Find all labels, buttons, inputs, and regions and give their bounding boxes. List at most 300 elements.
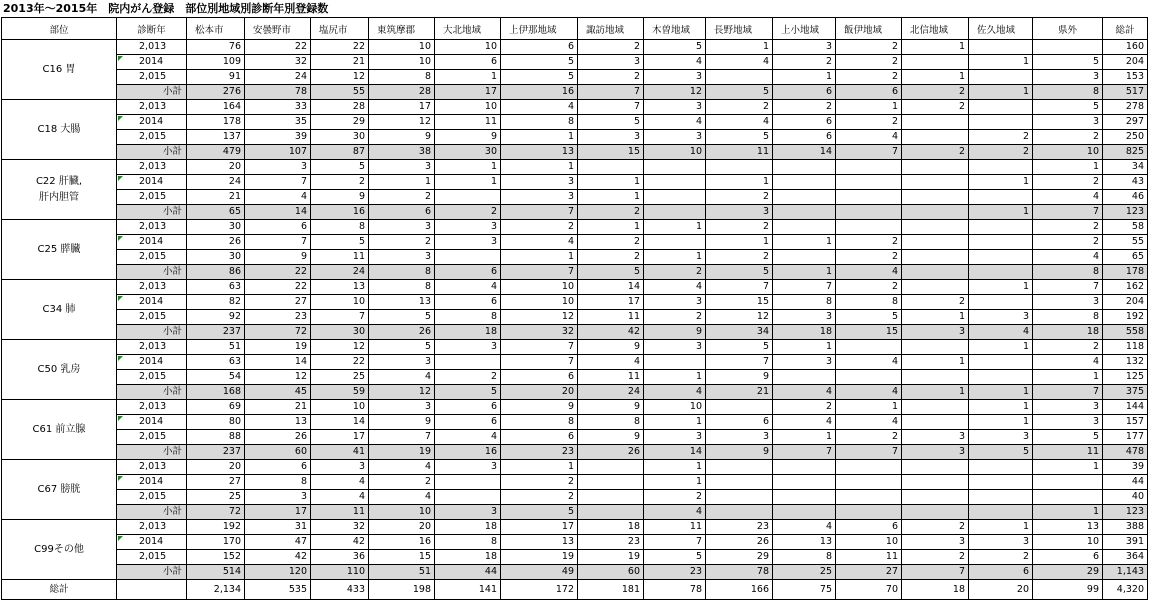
count-cell: 2 — [902, 85, 969, 100]
count-cell — [578, 460, 644, 475]
count-cell: 1 — [969, 385, 1033, 400]
year-cell: 2,013 — [117, 280, 187, 295]
count-cell: 5 — [706, 340, 773, 355]
count-cell: 3 — [578, 130, 644, 145]
table-row — [2, 475, 1148, 490]
count-cell: 4 — [969, 325, 1033, 340]
count-cell: 13 — [501, 145, 578, 160]
count-cell: 1 — [501, 460, 578, 475]
table-row — [2, 310, 1148, 325]
count-cell: 42 — [311, 535, 369, 550]
count-cell — [836, 220, 902, 235]
count-cell — [706, 475, 773, 490]
count-cell: 12 — [311, 70, 369, 85]
count-cell: 6 — [836, 85, 902, 100]
count-cell — [902, 400, 969, 415]
count-cell: 153 — [1103, 70, 1148, 85]
count-cell: 26 — [578, 445, 644, 460]
count-cell: 120 — [245, 565, 311, 580]
count-cell: 9 — [311, 190, 369, 205]
count-cell: 82 — [187, 295, 245, 310]
count-cell: 4 — [836, 415, 902, 430]
count-cell: 1 — [902, 355, 969, 370]
count-cell: 825 — [1103, 145, 1148, 160]
count-cell: 45 — [245, 385, 311, 400]
count-cell: 2 — [435, 205, 501, 220]
count-cell: 86 — [187, 265, 245, 280]
count-cell: 6 — [501, 40, 578, 55]
count-cell: 6 — [969, 565, 1033, 580]
count-cell: 4 — [435, 280, 501, 295]
count-cell: 1 — [706, 175, 773, 190]
count-cell: 1 — [644, 475, 706, 490]
count-cell: 7 — [501, 355, 578, 370]
count-cell — [435, 355, 501, 370]
count-cell — [969, 100, 1033, 115]
count-cell: 2 — [578, 235, 644, 250]
count-cell — [969, 475, 1033, 490]
year-cell: 2,013 — [117, 400, 187, 415]
count-cell: 479 — [187, 145, 245, 160]
count-cell: 1 — [836, 100, 902, 115]
count-cell: 4 — [1033, 190, 1103, 205]
count-cell: 11 — [578, 310, 644, 325]
count-cell: 6 — [435, 415, 501, 430]
count-cell: 49 — [501, 565, 578, 580]
count-cell: 5 — [578, 115, 644, 130]
count-cell — [435, 250, 501, 265]
count-cell — [969, 190, 1033, 205]
count-cell: 1 — [369, 175, 435, 190]
grand-total-cell: 78 — [644, 580, 706, 600]
column-header: 松本市 — [187, 18, 245, 40]
count-cell — [902, 415, 969, 430]
count-cell: 11 — [836, 550, 902, 565]
column-header: 長野地域 — [706, 18, 773, 40]
count-cell: 1 — [706, 40, 773, 55]
count-cell: 22 — [245, 265, 311, 280]
subtotal-label: 小計 — [117, 145, 187, 160]
count-cell: 41 — [311, 445, 369, 460]
count-cell: 12 — [644, 85, 706, 100]
count-cell: 10 — [501, 280, 578, 295]
count-cell: 3 — [435, 235, 501, 250]
count-cell: 39 — [1103, 460, 1148, 475]
year-cell: 2,015 — [117, 310, 187, 325]
count-cell: 26 — [706, 535, 773, 550]
count-cell: 7 — [773, 280, 836, 295]
count-cell: 7 — [1033, 280, 1103, 295]
count-cell: 22 — [245, 280, 311, 295]
count-cell: 12 — [369, 385, 435, 400]
count-cell: 20 — [369, 520, 435, 535]
count-cell: 63 — [187, 280, 245, 295]
count-cell — [902, 205, 969, 220]
count-cell: 1,143 — [1103, 565, 1148, 580]
count-cell: 6 — [435, 295, 501, 310]
count-cell: 12 — [311, 340, 369, 355]
count-cell — [773, 460, 836, 475]
year-cell: 2,013 — [117, 100, 187, 115]
count-cell: 6 — [245, 220, 311, 235]
count-cell: 1 — [435, 175, 501, 190]
count-cell: 2 — [1033, 235, 1103, 250]
table-row — [2, 370, 1148, 385]
count-cell: 7 — [501, 340, 578, 355]
count-cell: 7 — [369, 430, 435, 445]
count-cell — [902, 370, 969, 385]
count-cell — [578, 475, 644, 490]
count-cell: 7 — [578, 100, 644, 115]
count-cell: 8 — [435, 310, 501, 325]
count-cell: 137 — [187, 130, 245, 145]
count-cell: 237 — [187, 445, 245, 460]
count-cell: 2 — [773, 400, 836, 415]
count-cell — [902, 340, 969, 355]
count-cell — [902, 505, 969, 520]
count-cell: 6 — [435, 265, 501, 280]
count-cell: 11 — [1033, 445, 1103, 460]
count-cell: 24 — [245, 70, 311, 85]
count-cell: 164 — [187, 100, 245, 115]
count-cell: 6 — [773, 130, 836, 145]
count-cell: 1 — [969, 205, 1033, 220]
count-cell: 1 — [1033, 370, 1103, 385]
count-cell: 2 — [311, 175, 369, 190]
count-cell: 7 — [245, 175, 311, 190]
count-cell: 31 — [245, 520, 311, 535]
count-cell: 2 — [1033, 220, 1103, 235]
count-cell: 2 — [578, 205, 644, 220]
count-cell — [644, 235, 706, 250]
count-cell: 1 — [644, 415, 706, 430]
count-cell: 8 — [1033, 310, 1103, 325]
count-cell: 17 — [369, 100, 435, 115]
count-cell: 29 — [1033, 565, 1103, 580]
count-cell: 2 — [369, 190, 435, 205]
subtotal-row — [2, 85, 1148, 100]
count-cell — [773, 160, 836, 175]
count-cell: 2 — [902, 295, 969, 310]
count-cell — [836, 160, 902, 175]
table-row — [2, 490, 1148, 505]
subtotal-row — [2, 505, 1148, 520]
count-cell: 3 — [435, 460, 501, 475]
count-cell: 1 — [435, 70, 501, 85]
column-header: 飯伊地域 — [836, 18, 902, 40]
count-cell: 65 — [1103, 250, 1148, 265]
count-cell: 2 — [369, 475, 435, 490]
count-cell: 18 — [435, 325, 501, 340]
column-header: 諏訪地域 — [578, 18, 644, 40]
table-row — [2, 295, 1148, 310]
count-cell: 7 — [902, 565, 969, 580]
count-cell — [836, 370, 902, 385]
count-cell: 60 — [245, 445, 311, 460]
count-cell: 7 — [501, 265, 578, 280]
count-cell — [969, 40, 1033, 55]
count-cell: 17 — [435, 85, 501, 100]
count-cell: 12 — [706, 310, 773, 325]
count-cell: 3 — [501, 190, 578, 205]
count-cell: 63 — [187, 355, 245, 370]
count-cell: 20 — [187, 460, 245, 475]
subtotal-row — [2, 385, 1148, 400]
count-cell: 1 — [902, 70, 969, 85]
count-cell: 3 — [969, 430, 1033, 445]
count-cell: 5 — [706, 130, 773, 145]
count-cell: 21 — [245, 400, 311, 415]
count-cell: 15 — [706, 295, 773, 310]
count-cell: 1 — [1033, 505, 1103, 520]
table-row — [2, 160, 1148, 175]
count-cell: 13 — [245, 415, 311, 430]
count-cell: 4 — [644, 55, 706, 70]
count-cell: 69 — [187, 400, 245, 415]
count-cell: 3 — [773, 310, 836, 325]
count-cell: 5 — [836, 310, 902, 325]
count-cell: 2 — [578, 250, 644, 265]
count-cell: 12 — [501, 310, 578, 325]
count-cell — [706, 490, 773, 505]
count-cell: 1 — [578, 190, 644, 205]
count-cell: 10 — [1033, 145, 1103, 160]
count-cell: 17 — [311, 430, 369, 445]
count-cell — [902, 160, 969, 175]
count-cell: 2 — [706, 100, 773, 115]
count-cell: 92 — [187, 310, 245, 325]
count-cell: 2 — [773, 55, 836, 70]
count-cell: 5 — [578, 265, 644, 280]
count-cell: 6 — [706, 415, 773, 430]
count-cell: 514 — [187, 565, 245, 580]
count-cell: 32 — [311, 520, 369, 535]
count-cell: 2 — [836, 55, 902, 70]
count-cell: 21 — [187, 190, 245, 205]
grand-total-cell: 2,134 — [187, 580, 245, 600]
table-row — [2, 415, 1148, 430]
count-cell: 4 — [578, 355, 644, 370]
count-cell — [578, 160, 644, 175]
count-cell — [836, 175, 902, 190]
count-cell: 5 — [969, 445, 1033, 460]
count-cell: 4 — [644, 115, 706, 130]
count-cell — [969, 115, 1033, 130]
count-cell: 30 — [311, 325, 369, 340]
count-cell: 24 — [578, 385, 644, 400]
count-cell: 4 — [501, 235, 578, 250]
count-cell: 132 — [1103, 355, 1148, 370]
count-cell — [435, 190, 501, 205]
count-cell: 1 — [644, 250, 706, 265]
count-cell: 2 — [644, 310, 706, 325]
site-label: C25 膵臓 — [2, 220, 117, 280]
grand-total-cell: 99 — [1033, 580, 1103, 600]
count-cell: 32 — [501, 325, 578, 340]
column-header: 塩尻市 — [311, 18, 369, 40]
subtotal-label: 小計 — [117, 205, 187, 220]
count-cell: 8 — [435, 535, 501, 550]
count-cell: 9 — [501, 400, 578, 415]
count-cell: 8 — [501, 115, 578, 130]
count-cell: 110 — [311, 565, 369, 580]
count-cell: 54 — [187, 370, 245, 385]
year-cell: 2,015 — [117, 70, 187, 85]
count-cell: 34 — [706, 325, 773, 340]
count-cell: 4 — [311, 475, 369, 490]
count-cell: 5 — [369, 340, 435, 355]
count-cell: 15 — [369, 550, 435, 565]
count-cell: 3 — [644, 295, 706, 310]
count-cell: 19 — [369, 445, 435, 460]
year-cell: 2,015 — [117, 130, 187, 145]
count-cell: 6 — [501, 430, 578, 445]
count-cell: 60 — [578, 565, 644, 580]
count-cell — [969, 265, 1033, 280]
count-cell: 109 — [187, 55, 245, 70]
site-label: C67 膀胱 — [2, 460, 117, 520]
count-cell: 6 — [245, 460, 311, 475]
count-cell — [969, 460, 1033, 475]
count-cell: 4 — [773, 415, 836, 430]
count-cell: 8 — [369, 265, 435, 280]
count-cell — [902, 280, 969, 295]
count-cell: 18 — [1033, 325, 1103, 340]
count-cell — [1033, 475, 1103, 490]
count-cell: 192 — [1103, 310, 1148, 325]
count-cell: 32 — [245, 55, 311, 70]
year-cell: 2014 — [117, 235, 187, 250]
year-cell: 2014 — [117, 175, 187, 190]
count-cell: 2 — [773, 100, 836, 115]
subtotal-row — [2, 325, 1148, 340]
count-cell: 4 — [369, 370, 435, 385]
count-cell — [902, 460, 969, 475]
column-header: 木曽地域 — [644, 18, 706, 40]
count-cell: 5 — [706, 85, 773, 100]
count-cell: 76 — [187, 40, 245, 55]
count-cell: 1 — [969, 85, 1033, 100]
grand-total-cell: 172 — [501, 580, 578, 600]
count-cell: 2 — [969, 550, 1033, 565]
count-cell: 11 — [706, 145, 773, 160]
count-cell: 4 — [435, 430, 501, 445]
count-cell — [578, 490, 644, 505]
grand-total-label: 総計 — [2, 580, 117, 600]
count-cell — [836, 190, 902, 205]
count-cell: 144 — [1103, 400, 1148, 415]
count-cell: 2 — [501, 475, 578, 490]
count-cell: 12 — [369, 115, 435, 130]
count-cell — [969, 355, 1033, 370]
count-cell: 47 — [245, 535, 311, 550]
year-cell: 2014 — [117, 415, 187, 430]
count-cell: 30 — [187, 250, 245, 265]
count-cell: 1 — [836, 400, 902, 415]
grand-total-cell: 18 — [902, 580, 969, 600]
subtotal-label: 小計 — [117, 85, 187, 100]
count-cell: 3 — [644, 130, 706, 145]
count-cell: 27 — [836, 565, 902, 580]
subtotal-label: 小計 — [117, 445, 187, 460]
count-cell: 2 — [1033, 340, 1103, 355]
count-cell: 30 — [435, 145, 501, 160]
count-cell: 4 — [245, 190, 311, 205]
count-cell: 5 — [311, 160, 369, 175]
count-cell: 6 — [1033, 550, 1103, 565]
count-cell: 9 — [706, 370, 773, 385]
count-cell: 4 — [369, 490, 435, 505]
count-cell: 2 — [501, 220, 578, 235]
count-cell — [773, 490, 836, 505]
count-cell: 391 — [1103, 535, 1148, 550]
grand-total-cell: 181 — [578, 580, 644, 600]
count-cell: 152 — [187, 550, 245, 565]
count-cell — [902, 115, 969, 130]
count-cell: 3 — [369, 400, 435, 415]
count-cell: 1 — [644, 220, 706, 235]
count-cell: 22 — [245, 40, 311, 55]
count-cell: 59 — [311, 385, 369, 400]
count-cell: 3 — [369, 160, 435, 175]
subtotal-row — [2, 565, 1148, 580]
count-cell: 2 — [1033, 130, 1103, 145]
count-cell: 123 — [1103, 505, 1148, 520]
year-cell: 2,015 — [117, 430, 187, 445]
column-header: 東筑摩郡 — [369, 18, 435, 40]
table-row — [2, 355, 1148, 370]
count-cell: 10 — [644, 400, 706, 415]
count-cell: 91 — [187, 70, 245, 85]
column-header: 佐久地域 — [969, 18, 1033, 40]
count-cell: 107 — [245, 145, 311, 160]
count-cell: 1 — [969, 415, 1033, 430]
count-cell: 46 — [1103, 190, 1148, 205]
year-cell: 2,013 — [117, 40, 187, 55]
subtotal-label: 小計 — [117, 265, 187, 280]
count-cell: 10 — [369, 55, 435, 70]
count-cell: 33 — [245, 100, 311, 115]
count-cell: 8 — [578, 415, 644, 430]
column-header: 県外 — [1033, 18, 1103, 40]
count-cell: 3 — [902, 430, 969, 445]
year-cell: 2,015 — [117, 190, 187, 205]
count-cell: 3 — [369, 220, 435, 235]
count-cell: 7 — [245, 235, 311, 250]
count-cell: 23 — [644, 565, 706, 580]
count-cell: 23 — [501, 445, 578, 460]
table-row — [2, 250, 1148, 265]
count-cell: 237 — [187, 325, 245, 340]
count-cell — [1033, 40, 1103, 55]
year-cell: 2,013 — [117, 340, 187, 355]
count-cell: 3 — [1033, 400, 1103, 415]
count-cell: 11 — [435, 115, 501, 130]
count-cell: 15 — [836, 325, 902, 340]
count-cell: 5 — [1033, 100, 1103, 115]
count-cell: 88 — [187, 430, 245, 445]
count-cell: 8 — [1033, 265, 1103, 280]
count-cell: 40 — [1103, 490, 1148, 505]
count-cell: 10 — [369, 505, 435, 520]
count-cell: 14 — [578, 280, 644, 295]
count-cell: 4 — [836, 265, 902, 280]
count-cell: 13 — [369, 295, 435, 310]
count-cell — [969, 250, 1033, 265]
count-cell: 9 — [706, 445, 773, 460]
count-cell: 1 — [773, 340, 836, 355]
count-cell: 3 — [1033, 415, 1103, 430]
